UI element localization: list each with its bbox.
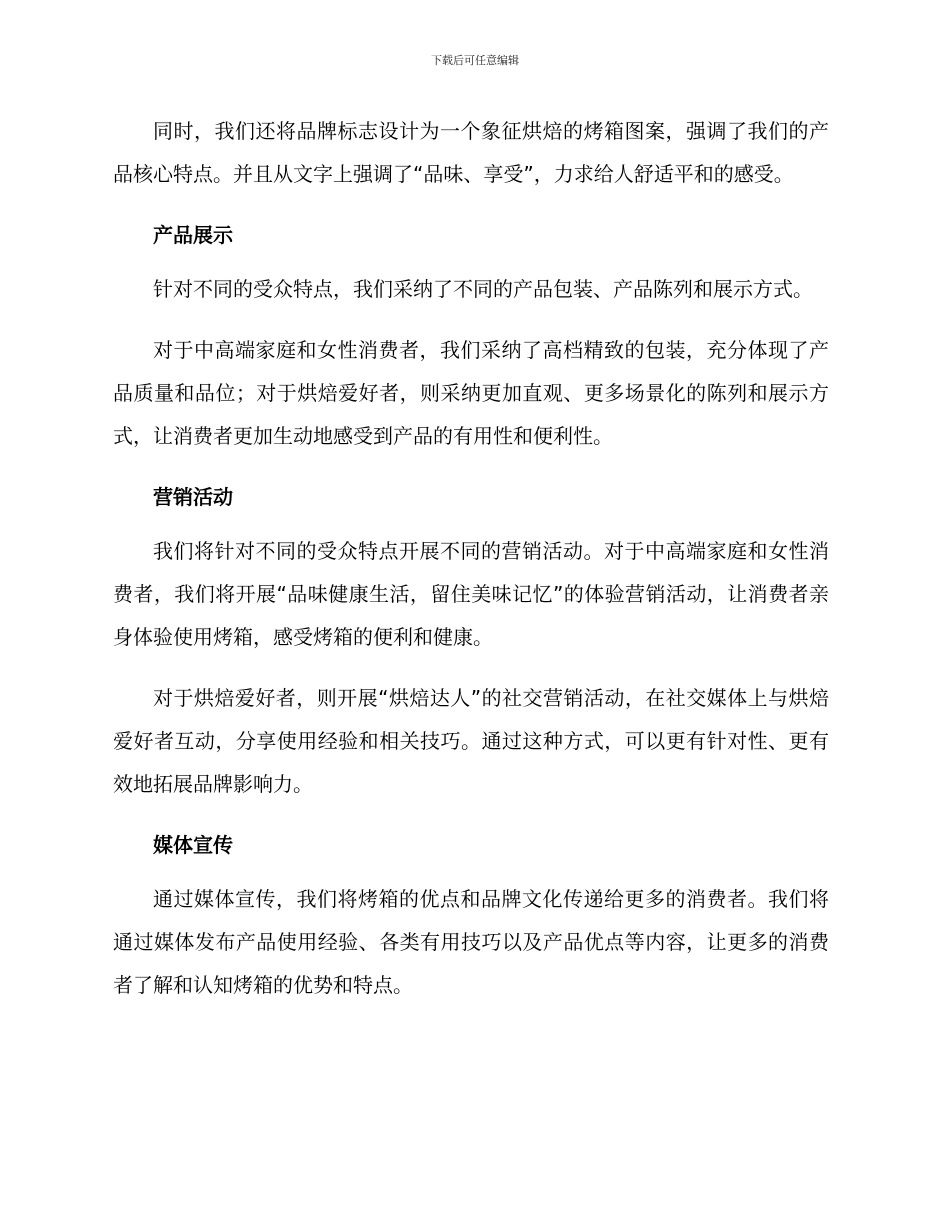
paragraph-brand-logo: 同时，我们还将品牌标志设计为一个象征烘焙的烤箱图案，强调了我们的产品核心特点。并且从文字上强调了“品味、享受”，力求给人舒适平和的感受。 — [113, 119, 829, 186]
paragraph-target-audience-packaging: 对于中高端家庭和女性消费者，我们采纳了高档精致的包装，充分体现了产品质量和品位；对于烘焙爱好者，则采纳更加直观、更多场景化的陈列和展示方式，让消费者更加生动地感受到产品的有用性和便利性。 — [113, 338, 829, 448]
section-heading-product-display: 产品展示 — [153, 223, 233, 247]
page-header: 下载后可任意编辑 — [431, 54, 519, 67]
paragraph-social-marketing: 对于烘焙爱好者，则开展“烘焙达人”的社交营销活动，在社交媒体上与烘焙爱好者互动，分享使用经验和相关技巧。通过这种方式，可以更有针对性、更有效地拓展品牌影响力。 — [113, 686, 829, 796]
document-body — [113, 110, 829, 1025]
paragraph-packaging-display: 针对不同的受众特点，我们采纳了不同的产品包装、产品陈列和展示方式。 — [153, 277, 813, 301]
paragraph-media-promotion: 通过媒体宣传，我们将烤箱的优点和品牌文化传递给更多的消费者。我们将通过媒体发布产品使用经验、各类有用技巧以及产品优点等内容，让更多的消费者了解和认知烤箱的优势和特点。 — [113, 887, 829, 997]
paragraph-experience-marketing: 我们将针对不同的受众特点开展不同的营销活动。对于中高端家庭和女性消费者，我们将开展“品味健康生活，留住美味记忆”的体验营销活动，让消费者亲身体验使用烤箱，感受烤箱的便利和健康。 — [113, 539, 829, 649]
section-heading-media: 媒体宣传 — [153, 833, 233, 857]
section-heading-marketing: 营销活动 — [153, 485, 233, 509]
